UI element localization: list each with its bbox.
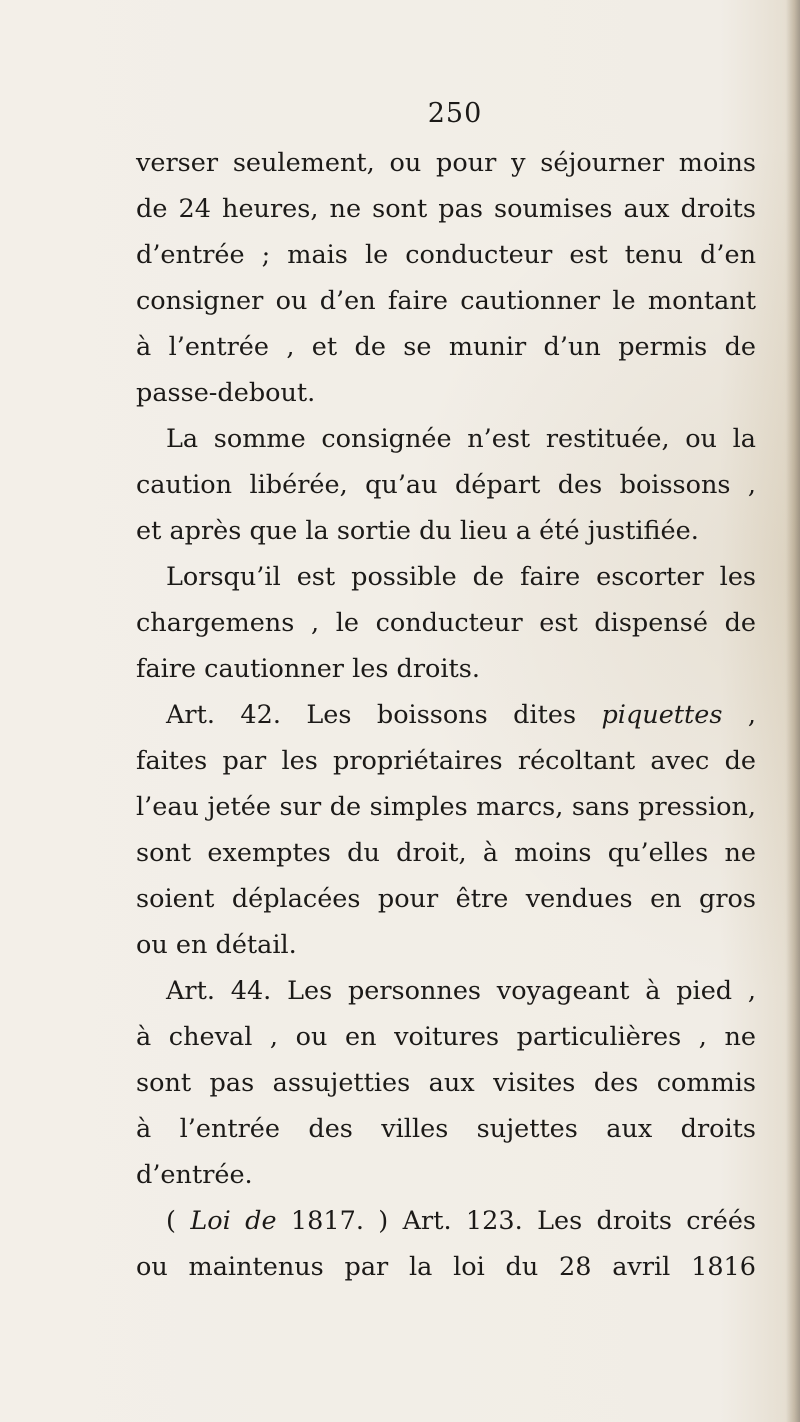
- text-segment: (: [166, 1206, 191, 1236]
- text-segment: 1817. ) Art. 123. Les droits créés: [276, 1206, 757, 1236]
- text-line: consigner ou d’en faire cautionner le montant: [136, 286, 756, 316]
- body-text: [136, 140, 756, 1290]
- text-line: l’eau jetée sur de simples marcs, sans pression,: [136, 792, 756, 822]
- text-line: faites par les propriétaires récoltant avec de: [136, 746, 756, 776]
- paragraph-loi-1817: [136, 1198, 756, 1290]
- text-line: d’entrée ; mais le conducteur est tenu d’en: [136, 240, 756, 270]
- text-line: d’entrée.: [136, 1160, 253, 1190]
- paragraph-article-42: [136, 692, 756, 968]
- text-line: à cheval , ou en voitures particulières , ne: [136, 1022, 756, 1052]
- text-line: passe-debout.: [136, 378, 316, 408]
- text-line: Lorsqu’il est possible de faire escorter les: [166, 562, 756, 592]
- page-edge-shadow: [786, 0, 800, 1422]
- text-line: et après que la sortie du lieu a été justifiée.: [136, 516, 699, 546]
- text-line: verser seulement, ou pour y séjourner moins: [136, 148, 756, 178]
- text-line: caution libérée, qu’au départ des boissons ,: [136, 470, 756, 500]
- text-line: ou maintenus par la loi du 28 avril 1816: [136, 1252, 756, 1282]
- text-line: soient déplacées pour être vendues en gros: [136, 884, 756, 914]
- text-segment: Art. 42. Les boissons dites: [166, 700, 602, 730]
- italic-term: Loi de: [190, 1206, 277, 1236]
- text-segment: ,: [722, 700, 756, 730]
- text-line: à l’entrée , et de se munir d’un permis de: [136, 332, 756, 362]
- paragraph: [136, 554, 756, 692]
- text-line: chargemens , le conducteur est dispensé de: [136, 608, 756, 638]
- text-line: [136, 692, 756, 738]
- paragraph-article-44: [136, 968, 756, 1198]
- text-line: ou en détail.: [136, 930, 297, 960]
- text-line: de 24 heures, ne sont pas soumises aux droits: [136, 194, 756, 224]
- paragraph: [136, 140, 756, 416]
- paragraph: [136, 416, 756, 554]
- page-number: 250: [427, 98, 483, 129]
- text-line: sont pas assujetties aux visites des commis: [136, 1068, 756, 1098]
- text-line: faire cautionner les droits.: [136, 654, 480, 684]
- text-line: Art. 44. Les personnes voyageant à pied ,: [166, 976, 756, 1006]
- text-line: La somme consignée n’est restituée, ou la: [166, 424, 756, 454]
- text-line: à l’entrée des villes sujettes aux droits: [136, 1114, 756, 1144]
- text-line: sont exemptes du droit, à moins qu’elles ne: [136, 838, 756, 868]
- italic-term: piquettes: [601, 700, 723, 730]
- text-line: [136, 1198, 756, 1244]
